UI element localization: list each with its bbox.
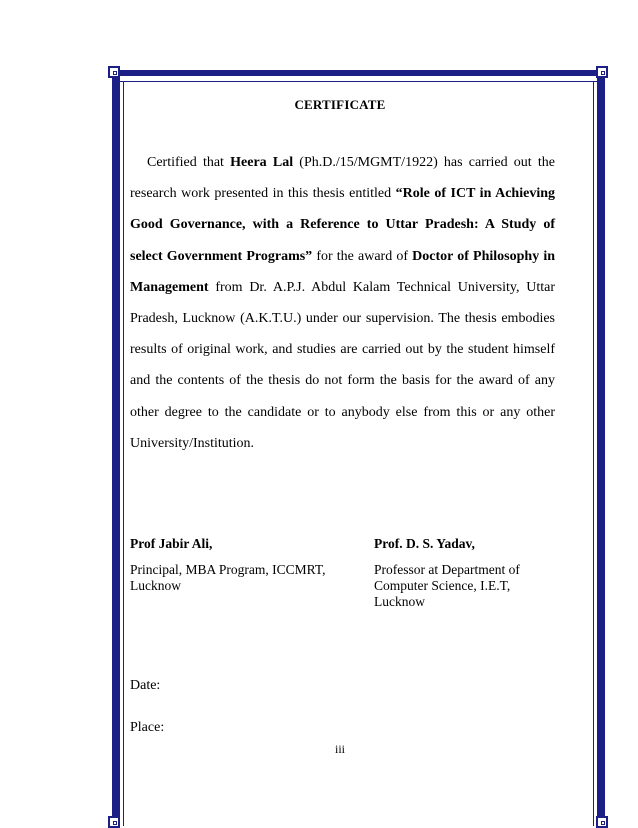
border-corner-ornament	[596, 66, 608, 78]
border-corner-ornament	[596, 816, 608, 828]
certificate-title: CERTIFICATE	[294, 97, 386, 112]
signatory-location: Lucknow	[374, 594, 425, 609]
certificate-body	[130, 147, 555, 459]
signatory-designation: Principal, MBA Program, ICCMRT,	[130, 562, 326, 577]
body-text-part: (Ph.D./15/MGMT/1922) has carried out the research work presented in this thesis entitled	[130, 155, 555, 202]
signatory-name: Prof Jabir Ali,	[130, 536, 213, 551]
signatory-name: Prof. D. S. Yadav,	[374, 536, 475, 551]
body-text-part: from Dr. A.P.J. Abdul Kalam Technical University, Uttar Pradesh, Lucknow (A.K.T.U.) under our supervision. The thesis embodies results of original work, and studies are carried out by the student himself and the contents of the thesis do not form the basis for the award of any other degree to the candidate or to anybody else from this or any other University/Institution.	[130, 279, 555, 451]
date-label: Date:	[130, 678, 161, 693]
signatory-right	[374, 536, 574, 610]
page-border-right-inner	[593, 82, 594, 826]
degree-name: Doctor of Philosophy in Management	[130, 248, 556, 295]
body-text-part: for the award of	[312, 248, 413, 264]
signatory-designation: Computer Science, I.E.T,	[374, 578, 511, 593]
place-label: Place:	[130, 720, 165, 735]
signatory-location: Lucknow	[130, 578, 181, 593]
page-border-top-inner	[120, 81, 598, 82]
page-border-left-inner	[123, 82, 124, 826]
candidate-name: Heera Lal	[230, 155, 294, 170]
page-number: iii	[334, 742, 345, 756]
page-border-top	[110, 70, 608, 76]
signatory-designation: Professor at Department of	[374, 562, 520, 577]
border-corner-ornament	[108, 816, 120, 828]
border-corner-ornament	[108, 66, 120, 78]
thesis-title: “Role of ICT in Achieving Good Governance, with a Reference to Uttar Pradesh: A Study of select Government Programs”	[130, 186, 555, 264]
signatory-left	[130, 536, 360, 594]
page-border-left	[112, 72, 120, 826]
page-border-right	[597, 72, 605, 826]
body-text-part: Certified that	[147, 155, 231, 170]
